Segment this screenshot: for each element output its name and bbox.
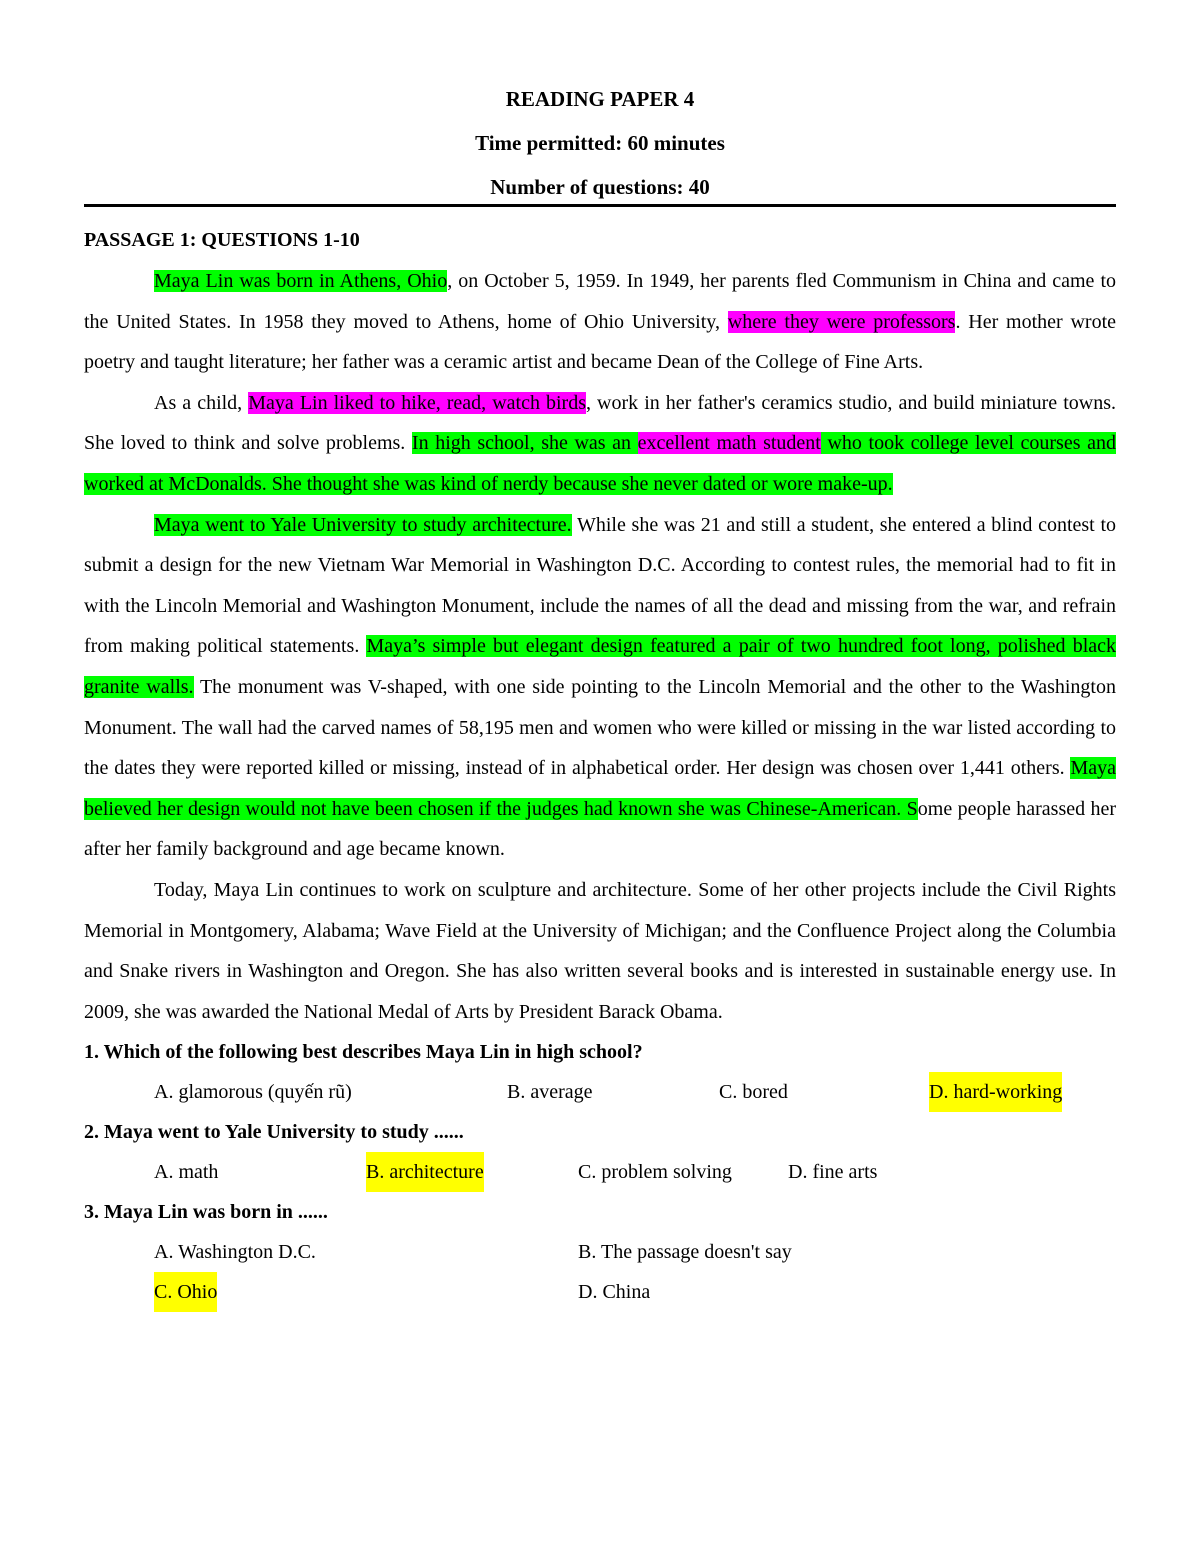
paragraph-text: As a child,: [154, 391, 249, 414]
highlight-green: Maya believed her design would not have been chosen if the judges had known she was Chinese-American. S: [84, 757, 1116, 820]
highlight-green: Maya Lin was born in Athens, Ohio: [154, 270, 448, 292]
question-2: [84, 1112, 1116, 1192]
option-a[interactable]: A. Washington D.C.: [154, 1241, 316, 1264]
option-a[interactable]: A. glamorous (quyến rũ): [154, 1081, 352, 1104]
option-c[interactable]: C. bored: [719, 1081, 788, 1104]
answer-options: [84, 1152, 1116, 1192]
paragraph-text: While she was 21 and still a student, she entered a blind contest to submit a design for the new Vietnam War Memorial in Washington D.C. According to contest rules, the memorial had to fit in with the Lincoln Memorial and Washington Monument, include the names of all the dead and missing from the war, and refrain from making political statements.: [84, 513, 1117, 658]
option-b[interactable]: B. architecture: [366, 1152, 484, 1192]
question-1: [84, 1032, 1116, 1112]
highlight-magenta: excellent math student: [637, 432, 821, 455]
option-d[interactable]: D. hard-working: [929, 1072, 1062, 1112]
option-c[interactable]: C. problem solving: [578, 1161, 732, 1184]
option-a[interactable]: A. math: [154, 1161, 219, 1184]
paragraph-text: . Her mother wrote poetry and taught literature; her father was a ceramic artist and became Dean of the College of Fine Arts.: [84, 310, 1116, 374]
paragraph-text: , on October 5, 1959. In 1949, her parents fled Communism in China and came to the United States. In 1958 they moved to Athens, home of Ohio University,: [84, 270, 1116, 333]
question-count: Number of questions: 40: [490, 175, 710, 199]
highlight-green: who took college level courses and worked at McDonalds. She thought she was kind of nerdy because she never dated or wore make-up.: [84, 432, 1116, 495]
highlight-magenta: where they were professors: [727, 310, 956, 333]
paragraph-text: ome people harassed her after her family background and age became known.: [84, 797, 1116, 861]
option-b[interactable]: B. The passage doesn't say: [578, 1241, 792, 1264]
option-b[interactable]: B. average: [507, 1081, 593, 1104]
answer-options: [84, 1272, 1116, 1312]
passage-heading: PASSAGE 1: QUESTIONS 1-10: [84, 229, 360, 251]
question-3: [84, 1192, 1116, 1312]
answer-options: [84, 1072, 1116, 1112]
paragraph-4: Today, Maya Lin continues to work on sculpture and architecture. Some of her other projects include the Civil Rights Memorial in Montgomery, Alabama; Wave Field at the University of Michigan; and the Confluence Project along the Columbia and Snake rivers in Washington and Oregon. She has also written several books and is interested in sustainable energy use. In 2009, she was awarded the National Medal of Arts by President Barack Obama.: [84, 878, 1116, 1023]
paragraph-2: [84, 383, 1116, 505]
highlight-green: Maya went to Yale University to study architecture.: [154, 513, 572, 536]
highlight-green: In high school, she was an: [411, 432, 638, 455]
paragraph-1: [84, 261, 1116, 383]
time-permitted: Time permitted: 60 minutes: [475, 131, 725, 155]
highlight-magenta: Maya Lin liked to hike, read, watch birds: [248, 391, 586, 414]
option-c[interactable]: C. Ohio: [154, 1272, 217, 1312]
paragraph-3: [84, 505, 1116, 870]
paper-title: READING PAPER 4: [505, 87, 695, 111]
answer-options: [84, 1232, 1116, 1272]
question-text: 2. Maya went to Yale University to study ......: [84, 1121, 464, 1144]
option-d[interactable]: D. fine arts: [788, 1161, 878, 1184]
header-divider: [84, 204, 1116, 207]
highlight-green: Maya’s simple but elegant design featured a pair of two hundred foot long, polished black granite walls.: [84, 635, 1117, 698]
question-text: 3. Maya Lin was born in ......: [84, 1201, 328, 1224]
paragraph-text: , work in her father's ceramics studio, and build miniature towns. She loved to think and solve problems.: [84, 391, 1117, 455]
question-text: 1. Which of the following best describes Maya Lin in high school?: [84, 1041, 643, 1064]
paragraph-text: The monument was V-shaped, with one side pointing to the Lincoln Memorial and the other to the Washington Monument. The wall had the carved names of 58,195 men and women who were killed or missing in the war listed according to the dates they were reported killed or missing, instead of in alphabetical order. Her design was chosen over 1,441 others.: [84, 675, 1116, 780]
option-d[interactable]: D. China: [578, 1281, 651, 1304]
